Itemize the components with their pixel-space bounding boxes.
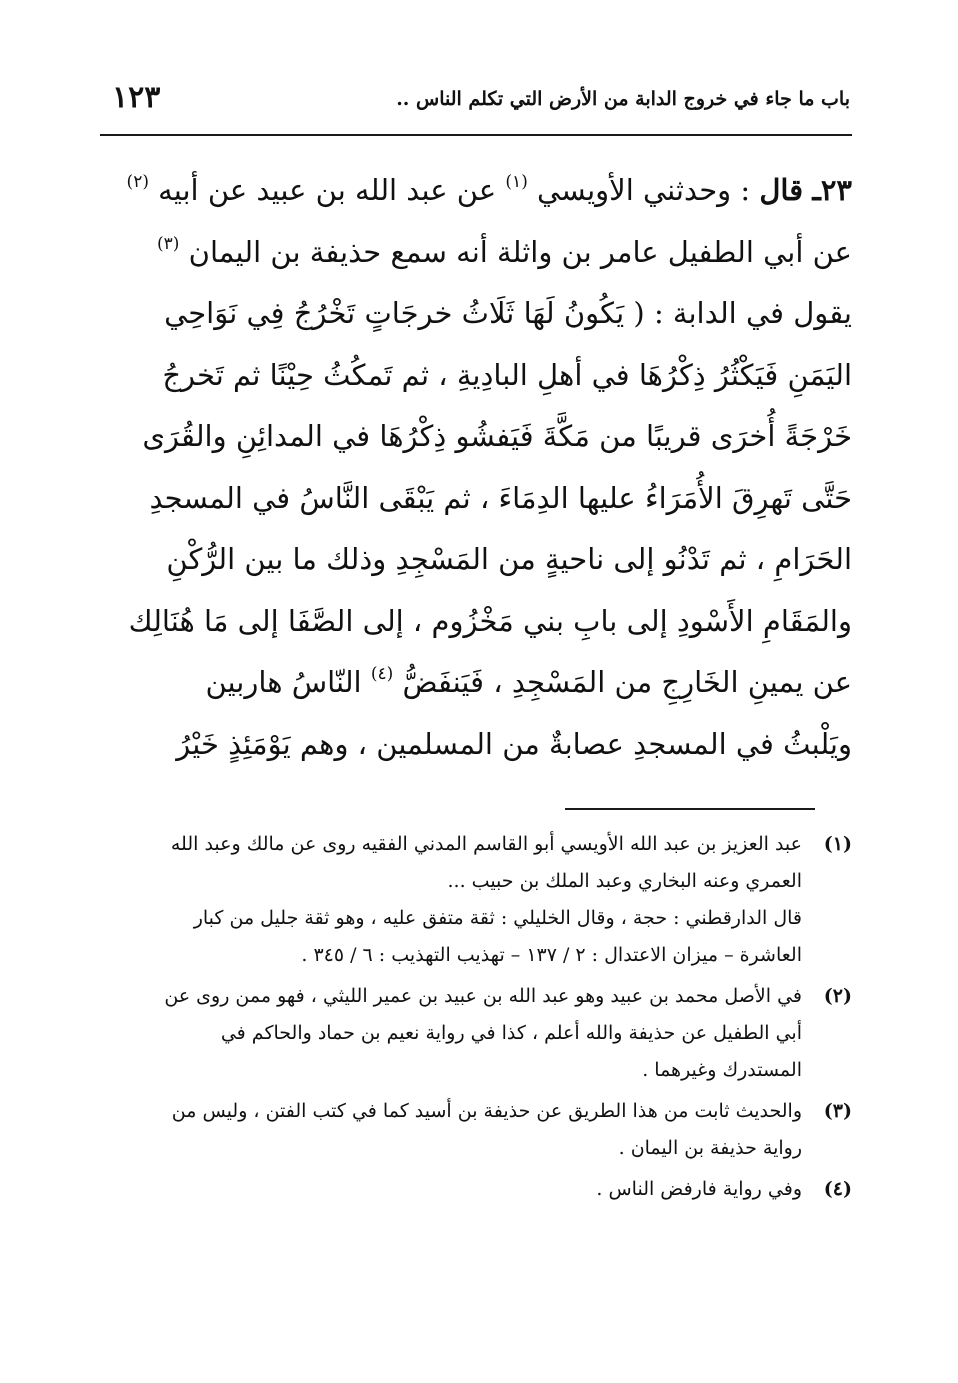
hadith-line-text: عن عبد الله بن عبيد عن أبيه (148, 173, 506, 207)
hadith-line: الحَرَامِ ، ثم تَدْنُو إلى ناحيةٍ من المَسْجِدِ وذلك ما بين الرُّكْنِ (166, 542, 852, 576)
footnote-reference: (٤) (370, 664, 394, 684)
hadith-line (100, 160, 852, 222)
hadith-line (100, 222, 852, 284)
page-number: ١٢٣ (112, 80, 161, 115)
hadith-qal: قال (759, 173, 804, 207)
footnotes (100, 826, 852, 1212)
footnote-marker: (٢) (823, 985, 852, 1007)
hadith-line (100, 652, 852, 714)
footnote-marker: (١) (823, 833, 852, 855)
footnote-line: رواية حذيفة بن اليمان . (618, 1137, 802, 1159)
hadith-line-text: : وحدثني الأويسي (527, 173, 760, 207)
footnote-line: أبي الطفيل عن حذيفة والله أعلم ، كذا في رواية نعيم بن حماد والحاكم في (220, 1022, 802, 1044)
footnote-4 (100, 1171, 852, 1208)
hadith-text (100, 160, 852, 775)
hadith-line: خَرْجَةً أُخرَى قريبًا من مَكَّةَ فَيَفشُو ذِكْرُهَا في المدائِنِ والقُرَى (142, 419, 852, 453)
footnote-line: والحديث ثابت من هذا الطريق عن حذيفة بن أسيد كما في كتب الفتن ، وليس من (171, 1100, 802, 1122)
hadith-line: يقول في الدابة : ( يَكُونُ لَهَا ثَلَاثُ خرجَاتٍ تَخْرُجُ فِي نَوَاحِي (164, 296, 852, 330)
footnote-line: عبد العزيز بن عبد الله الأويسي أبو القاسم المدني الفقيه روى عن مالك وعبد الله (170, 833, 802, 855)
footnote-line: وفي رواية فارفض الناس . (596, 1178, 802, 1200)
hadith-line-text: النّاسُ هاربين (205, 665, 371, 699)
hadith-line-text: عن يمينِ الخَارِجِ من المَسْجِدِ ، فَيَنفَضُّ (393, 665, 852, 699)
hadith-line: اليَمَنِ فَيَكْثُرُ ذِكْرُهَا في أهلِ البادِيةِ ، ثم تَمكُثُ حِيْنًا ثم تَخرجُ (162, 357, 852, 392)
running-header (100, 80, 860, 130)
footnote-3 (100, 1093, 852, 1167)
footnote-line: العمري وعنه البخاري وعبد الملك بن حبيب ... (447, 870, 802, 892)
hadith-line: والمَقَامِ الأَسْودِ إلى بابِ بني مَخْزُوم ، إلى الصَّفَا إلى مَا هُنَالِك (128, 603, 852, 638)
hadith-line-text: عن أبي الطفيل عامر بن واثلة أنه سمع حذيفة بن اليمان (179, 234, 852, 269)
hadith-line: حَتَّى تَهرِقَ الأُمَرَاءُ عليها الدِمَاءَ ، ثم يَبْقَى النَّاسُ في المسجدِ (149, 480, 852, 515)
footnote-1 (100, 826, 852, 974)
footnote-reference: (٣) (157, 233, 180, 254)
footnote-marker: (٤) (823, 1178, 852, 1200)
footnote-2 (100, 978, 852, 1089)
hadith-number: ٢٣ـ (812, 173, 852, 207)
footnote-marker: (٣) (823, 1100, 852, 1122)
footnote-separator (565, 808, 815, 810)
footnote-reference: (١) (505, 172, 528, 192)
hadith-line: ويَلْبثُ في المسجدِ عصابةٌ من المسلمين ، وهم يَوْمَئِذٍ خَيْرُ (176, 726, 852, 761)
footnote-reference: (٢) (126, 172, 149, 192)
footnote-line: قال الدارقطني : حجة ، وقال الخليلي : ثقة متفق عليه ، وهو ثقة جليل من كبار (193, 907, 802, 929)
header-rule (100, 134, 852, 136)
footnote-line: في الأصل محمد بن عبيد وهو عبد الله بن عبيد بن عمير الليثي ، فهو ممن روى عن (164, 985, 802, 1007)
footnote-line: العاشرة – ميزان الاعتدال : ٢ / ١٣٧ – تهذيب التهذيب : ٦ / ٣٤٥ . (301, 944, 802, 966)
running-header-title: باب ما جاء في خروج الدابة من الأرض التي تكلم الناس .. (396, 88, 850, 110)
footnote-line: المستدرك وغيرهما . (642, 1059, 802, 1081)
